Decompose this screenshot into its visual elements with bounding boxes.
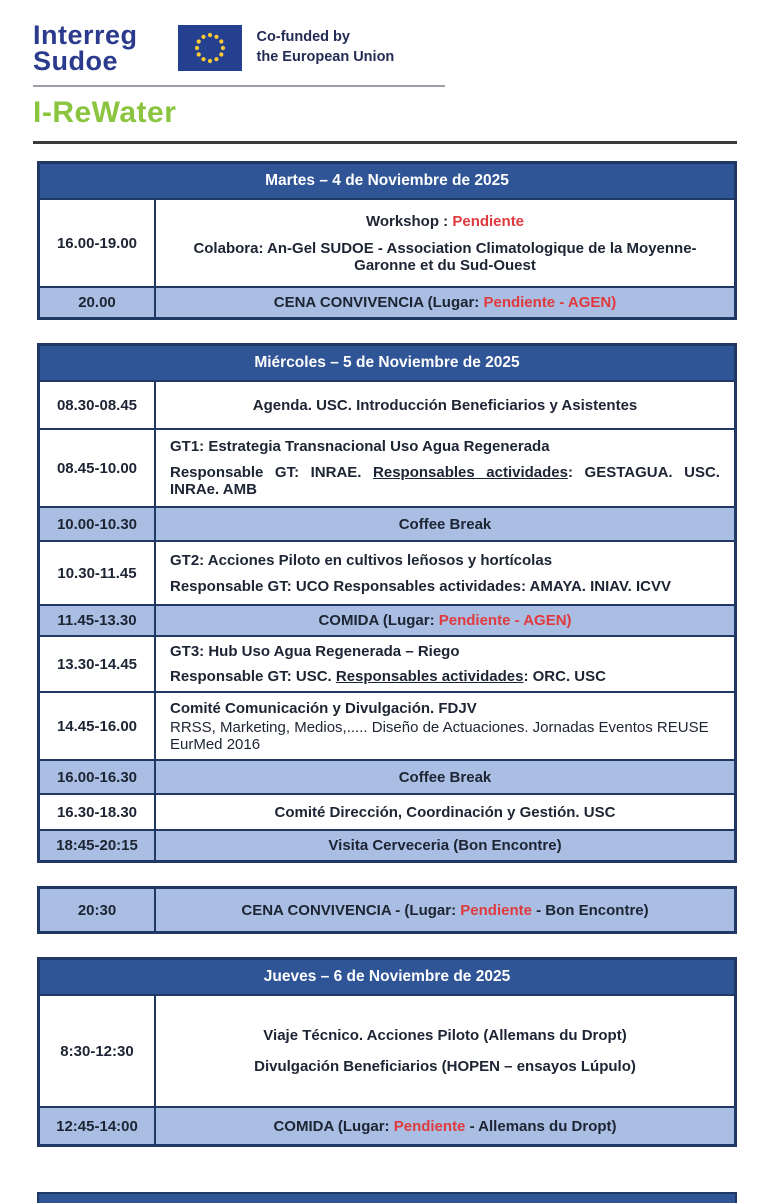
activity-line [170,643,720,660]
text-segment: Coffee Break [398,515,492,533]
text-segment: GT1: Estrategia Transnacional Uso Agua Regenerada [170,438,550,455]
schedule-row [40,793,734,829]
activity-cell [156,637,734,691]
project-title: I-ReWater [33,96,177,129]
eu-funding-line-2: the European Union [256,48,395,65]
eu-funding-line-1: Co-funded by [256,29,350,45]
schedule-row [40,759,734,793]
activity-cell [156,831,734,860]
activity-line [170,213,720,230]
schedule-row [40,635,734,691]
schedule-row [40,286,734,317]
eu-funding-label [257,28,395,67]
activity-cell [156,996,734,1106]
text-segment: CENA CONVIVENCIA - (Lugar: [241,901,461,919]
schedule-table [37,161,737,320]
schedule-row [40,829,734,860]
schedule-row [40,1106,734,1144]
text-segment: Comité Comunicación y Divulgación. FDJV [170,699,477,717]
text-segment: CENA CONVIVENCIA (Lugar: [273,294,484,311]
activity-cell [156,606,734,635]
text-segment: Pendiente [452,212,525,230]
activity-line [170,902,720,919]
time-cell: 20.00 [40,288,156,317]
activity-line [170,397,720,414]
text-segment: Workshop : [365,212,453,230]
activity-line [170,612,720,629]
text-segment: : ORC. USC [523,668,606,685]
text-segment: Agenda. USC. Introducción Beneficiarios y Asistentes [252,396,638,414]
activity-line [170,294,720,311]
activity-line [170,719,720,753]
activity-line [170,837,720,854]
text-segment: GT2: Acciones Piloto en cultivos leñosos y hortícolas [170,551,553,569]
schedule-row [40,382,734,428]
time-cell: 11.45-13.30 [40,606,156,635]
activity-cell [156,761,734,793]
schedule-row [40,604,734,635]
activity-cell [156,795,734,829]
time-cell: 18:45-20:15 [40,831,156,860]
activity-cell [156,693,734,759]
activity-line [170,552,720,569]
activity-line [170,1058,720,1075]
time-cell: 08.45-10.00 [40,430,156,506]
brand-line-1: Interreg [33,20,138,50]
activity-cell [156,889,734,931]
eu-flag-icon [178,25,242,76]
next-table-header-cutoff [37,1192,737,1203]
activity-line [170,769,720,786]
schedule-table [37,886,737,934]
table-title: Martes – 4 de Noviembre de 2025 [40,164,734,200]
text-segment: Responsable GT: INRAE. [170,464,374,481]
activity-line [170,578,720,595]
activity-line [170,438,720,455]
schedule-tables [37,161,737,1147]
brand-line-2: Sudoe [33,46,119,77]
activity-line [170,1118,720,1135]
time-cell: 13.30-14.45 [40,637,156,691]
activity-cell [156,288,734,317]
activity-cell [156,1108,734,1144]
text-segment: Pendiente - AGEN) [438,612,572,629]
activity-cell [156,382,734,428]
text-segment: - Bon Encontre) [531,901,649,919]
text-segment: COMIDA (Lugar: [273,1117,394,1135]
time-cell: 08.30-08.45 [40,382,156,428]
interreg-sudoe-logo [33,22,138,75]
activity-line [170,1027,720,1044]
time-cell: 14.45-16.00 [40,693,156,759]
text-segment: Visita Cerveceria (Bon Encontre) [328,837,562,854]
text-segment: Viaje Técnico. Acciones Piloto (Allemans du Dropt) [263,1027,627,1044]
schedule-table [37,957,737,1147]
text-segment: Pendiente [393,1117,466,1135]
schedule-row [40,691,734,759]
schedule-row [40,889,734,931]
time-cell: 20:30 [40,889,156,931]
activity-line [170,516,720,533]
time-cell: 16.00-16.30 [40,761,156,793]
text-segment: GT3: Hub Uso Agua Regenerada – Riego [170,643,460,660]
activity-line [170,804,720,821]
text-segment: Responsables actividades [335,668,524,685]
time-cell: 10.00-10.30 [40,508,156,540]
text-segment: : GESTAGUA. USC. INRAe. AMB [170,464,720,498]
text-segment: Divulgación Beneficiarios (HOPEN – ensayos Lúpulo) [254,1058,636,1075]
text-segment: Responsables actividades [373,464,568,481]
time-cell: 16.30-18.30 [40,795,156,829]
text-segment: Coffee Break [398,768,492,786]
logo-divider [33,85,445,87]
text-segment: Pendiente [460,901,532,919]
schedule-row [40,540,734,604]
schedule-table [37,343,737,863]
activity-cell [156,542,734,604]
time-cell: 10.30-11.45 [40,542,156,604]
schedule-row [40,506,734,540]
text-segment: Responsable GT: UCO Responsables actividades: AMAYA. INIAV. ICVV [170,577,671,595]
text-segment: COMIDA (Lugar: [318,612,439,629]
text-segment: Pendiente - AGEN) [483,294,617,311]
activity-cell [156,200,734,286]
schedule-row [40,996,734,1106]
activity-line [170,240,720,274]
time-cell: 8:30-12:30 [40,996,156,1106]
activity-line [170,464,720,498]
time-cell: 16.00-19.00 [40,200,156,286]
time-cell: 12:45-14:00 [40,1108,156,1144]
text-segment: Colabora: An-Gel SUDOE - Association Climatologique de la Moyenne-Garonne et du Sud-Ouest [193,239,697,274]
activity-line [170,700,720,717]
table-title: Jueves – 6 de Noviembre de 2025 [40,960,734,996]
schedule-row [40,428,734,506]
text-segment: Comité Dirección, Coordinación y Gestión. USC [274,803,616,821]
text-segment: - Allemans du Dropt) [465,1117,617,1135]
header-divider [33,141,737,144]
activity-line [170,668,720,685]
activity-cell [156,508,734,540]
schedule-row [40,200,734,286]
table-title: Miércoles – 5 de Noviembre de 2025 [40,346,734,382]
activity-cell [156,430,734,506]
text-segment: RRSS, Marketing, Medios,..... Diseño de Actuaciones. Jornadas Eventos REUSE EurMed 2016 [170,718,709,753]
text-segment: Responsable GT: USC. [170,668,336,685]
header [33,22,737,76]
